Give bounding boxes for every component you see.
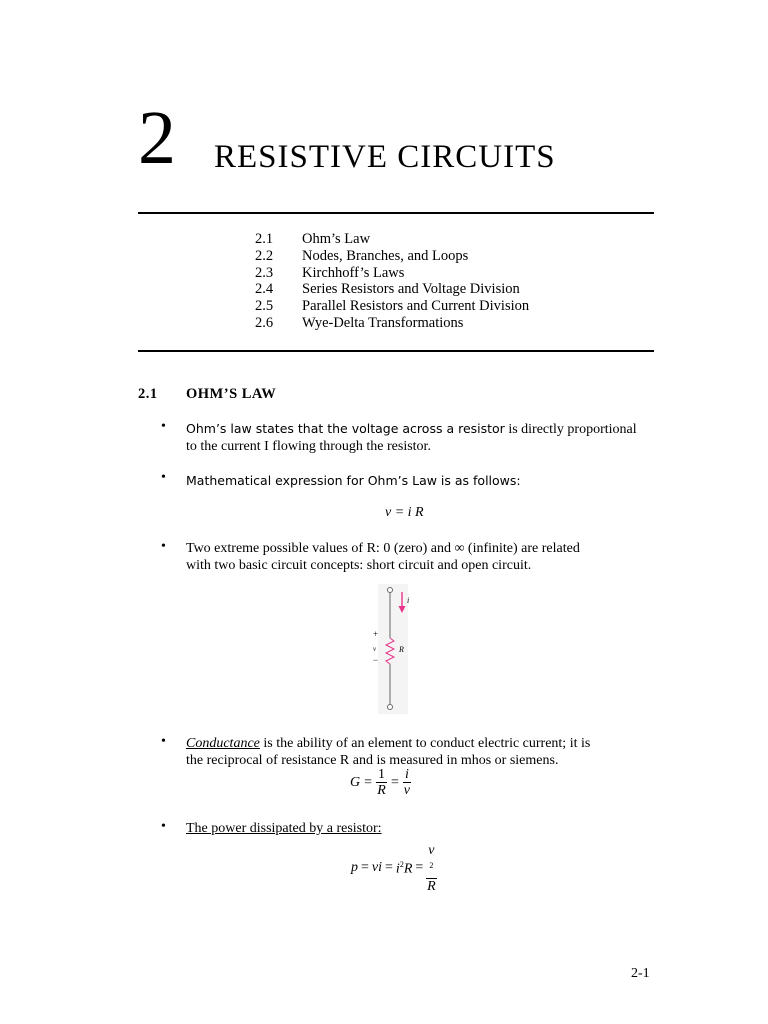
- power-equation: [351, 843, 437, 894]
- chapter-number: 2: [138, 96, 176, 180]
- toc-item-number: 2.4: [255, 281, 274, 298]
- fraction-numerator: i: [404, 767, 409, 782]
- toc-item: [255, 265, 529, 282]
- statement-text: Ohm’s law states that the voltage across a resistor: [186, 421, 505, 436]
- top-rule: [138, 212, 654, 214]
- eq-p: p: [351, 860, 358, 876]
- section-number: 2.1: [138, 386, 158, 402]
- fraction-numerator: [426, 843, 436, 879]
- conductance-text: is the ability of an element to conduct electric current; it is: [259, 736, 591, 751]
- top-terminal-icon: [388, 588, 393, 593]
- toc-item-number: 2.5: [255, 298, 274, 315]
- resistor-label: R: [399, 645, 404, 654]
- fraction-v-squared-over-r: [426, 843, 436, 894]
- eq-i: i: [395, 861, 400, 877]
- toc-item-title: Series Resistors and Voltage Division: [302, 281, 520, 298]
- bottom-rule: [138, 350, 654, 352]
- toc-item: [255, 231, 529, 248]
- toc-item-number: 2.2: [255, 247, 274, 264]
- conductance-term: Conductance: [186, 736, 260, 751]
- toc-item-title: Wye-Delta Transformations: [302, 314, 464, 331]
- toc-item: [255, 281, 529, 298]
- eq-equals: =: [361, 860, 369, 876]
- eq-vi: vi: [371, 860, 383, 876]
- bullet-power: [186, 820, 654, 837]
- toc-item-number: 2.3: [255, 264, 274, 281]
- toc-item-number: 2.1: [255, 231, 274, 247]
- extreme-values-line-2: with two basic circuit concepts: short circuit and open circuit.: [186, 558, 532, 573]
- bullet-ohms-law-statement: [186, 420, 654, 455]
- bullet-icon: •: [161, 470, 166, 485]
- extreme-values-line-1: Two extreme possible values of R: 0 (zero) and ∞ (infinite) are related: [186, 541, 580, 556]
- fraction-one-over-r: [376, 767, 387, 798]
- statement-line-2: to the current I flowing through the resistor.: [186, 439, 431, 454]
- toc-item-title: Ohm’s Law: [302, 231, 371, 247]
- chapter-title: RESISTIVE CIRCUITS: [214, 139, 556, 175]
- bullet-extreme-values: [186, 540, 654, 574]
- voltage-label: v: [373, 645, 377, 653]
- eq-exponent: 2: [399, 859, 404, 869]
- toc-item: [255, 248, 529, 265]
- eq-equals: =: [385, 860, 393, 876]
- bullet-icon: •: [161, 539, 166, 554]
- toc-item-title: Parallel Resistors and Current Division: [302, 298, 530, 315]
- bullet-icon: •: [161, 419, 166, 434]
- section-title: OHM’S LAW: [186, 386, 277, 402]
- power-text: The power dissipated by a resistor:: [186, 821, 382, 836]
- current-label: i: [407, 596, 410, 605]
- bullet-icon: •: [161, 819, 166, 834]
- fraction-denominator: R: [427, 878, 436, 894]
- toc-item: [255, 315, 529, 332]
- bullet-icon: •: [161, 734, 166, 749]
- eq-exponent: 2: [429, 861, 434, 870]
- plus-label: +: [373, 629, 379, 639]
- page-number: 2-1: [631, 966, 650, 981]
- eq-equals: =: [364, 774, 373, 790]
- eq-r: R: [403, 861, 413, 877]
- statement-text-cont: is directly proportional: [504, 422, 637, 437]
- conductance-line-2: the reciprocal of resistance R and is measured in mhos or siemens.: [186, 753, 559, 768]
- conductance-equation: [350, 767, 411, 798]
- toc-item-title: Kirchhoff’s Laws: [302, 264, 405, 281]
- toc-item: [255, 298, 529, 315]
- toc-item-number: 2.6: [255, 314, 274, 331]
- toc-item-title: Nodes, Branches, and Loops: [302, 247, 469, 264]
- fraction-i-over-v: [403, 767, 411, 798]
- fraction-denominator: R: [377, 783, 386, 798]
- eq-g: G: [350, 774, 361, 790]
- bottom-terminal-icon: [388, 705, 393, 710]
- chapter-contents: [255, 231, 529, 332]
- fraction-denominator: v: [403, 783, 410, 798]
- eq-v: v: [428, 843, 435, 858]
- bullet-math-expression: Mathematical expression for Ohm’s Law is as follows:: [186, 473, 521, 488]
- ohms-law-equation: v = i R: [385, 505, 424, 520]
- bullet-conductance: [186, 735, 654, 769]
- minus-label: −: [373, 655, 379, 665]
- fraction-numerator: 1: [378, 767, 386, 782]
- resistor-circuit-diagram: [368, 584, 418, 714]
- eq-equals: =: [391, 774, 399, 790]
- eq-i-squared-r: [396, 860, 412, 878]
- eq-equals: =: [415, 860, 424, 876]
